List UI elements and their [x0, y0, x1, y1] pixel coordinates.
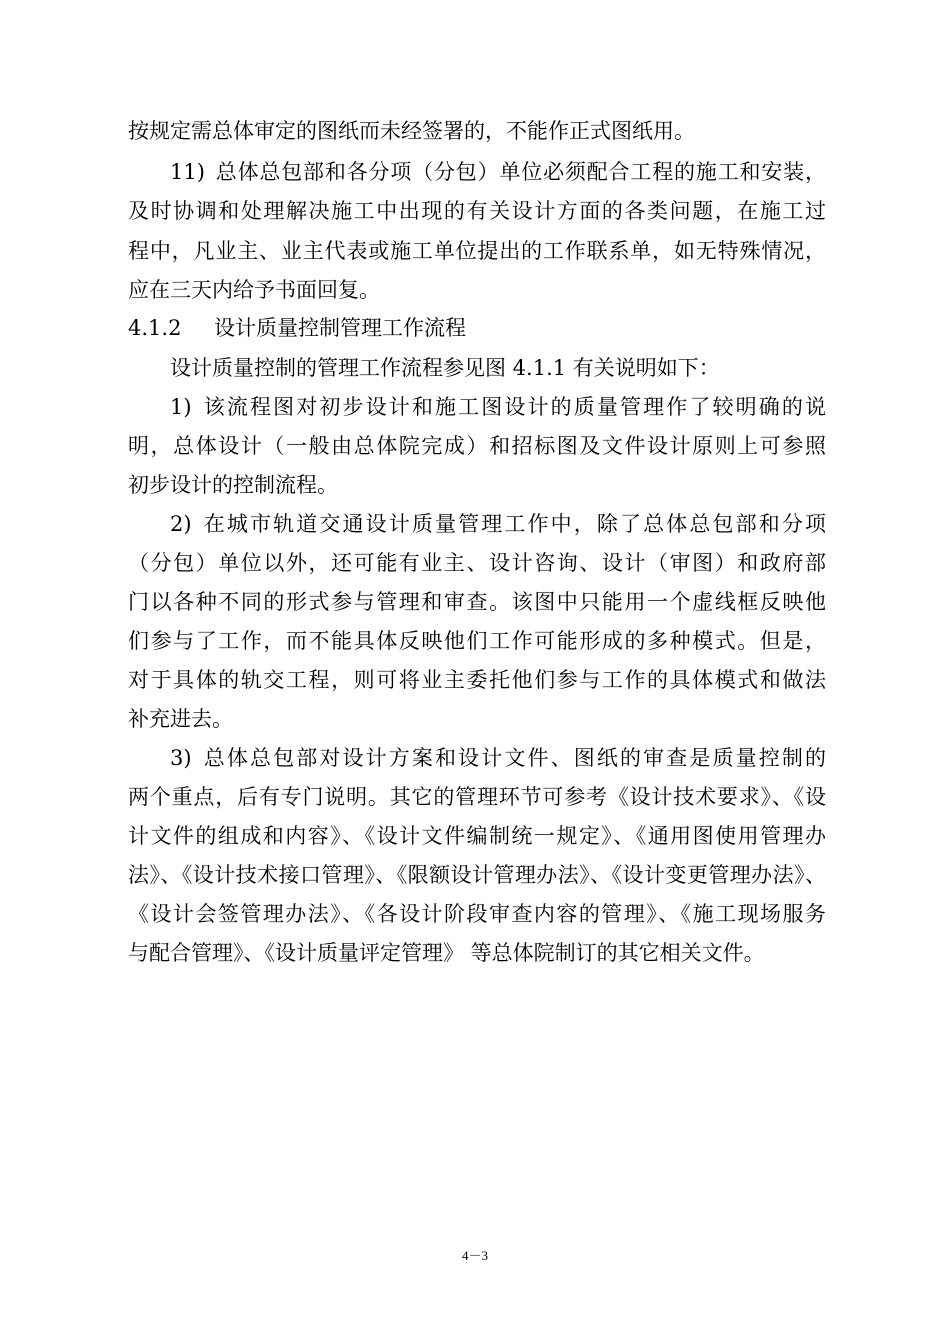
text-line: 与配合管理》、《设计质量评定管理》 等总体院制订的其它相关文件。 [128, 941, 765, 965]
item-number: 2) [170, 512, 192, 536]
text-line: 应在三天内给予书面回复。 [128, 278, 380, 302]
text-line: 总体总包部和各分项（分包）单位必须配合工程的施工和安装， [214, 160, 826, 184]
text-line: 该流程图对初步设计和施工图设计的质量管理作了较明确的说 [201, 395, 826, 419]
text-line: 在城市轨道交通设计质量管理工作中，除了总体总包部和分项 [201, 512, 826, 536]
item-number: 1) [170, 395, 192, 419]
item-number: 11) [170, 160, 205, 184]
list-item-3-first-line [170, 745, 826, 771]
list-item-1-first-line [170, 394, 826, 420]
text-line: 们参与了工作，而不能具体反映他们工作可能形成的多种模式。但是， [128, 629, 826, 653]
item-number: 3) [170, 746, 192, 770]
text-line: 及时协调和处理解决施工中出现的有关设计方面的各类问题，在施工过 [128, 199, 826, 223]
page-number: 4－3 [461, 1248, 488, 1263]
text-line: 对于具体的轨交工程，则可将业主委托他们参与工作的具体模式和做法 [128, 668, 826, 692]
text-line: 明，总体设计（一般由总体院完成）和招标图及文件设计原则上可参照 [128, 434, 826, 458]
text-line: 总体总包部对设计方案和设计文件、图纸的审查是质量控制的 [201, 746, 826, 770]
text-line: （分包）单位以外，还可能有业主、设计咨询、设计（审图）和政府部 [128, 551, 826, 575]
text-line: 两个重点，后有专门说明。其它的管理环节可参考《设计技术要求》、《设 [128, 785, 826, 809]
text-line: 设计质量控制的管理工作流程参见图 4.1.1 有关说明如下： [170, 356, 720, 380]
section-number: 4.1.2 [128, 316, 182, 340]
text-line: 门以各种不同的形式参与管理和审查。该图中只能用一个虚线框反映他 [128, 590, 826, 614]
text-line: 《设计会签管理办法》、《各设计阶段审查内容的管理》、《施工现场服务 [128, 902, 826, 926]
list-item-2-first-line [170, 511, 826, 537]
list-item-11-first-line [170, 159, 826, 185]
text-line: 程中，凡业主、业主代表或施工单位提出的工作联系单，如无特殊情况， [128, 239, 826, 263]
text-line: 初步设计的控制流程。 [128, 473, 338, 497]
section-heading [128, 315, 466, 341]
section-title: 设计质量控制管理工作流程 [214, 316, 466, 340]
text-line: 补充进去。 [128, 707, 233, 731]
text-line: 计文件的组成和内容》、《设计文件编制统一规定》、《通用图使用管理办 [128, 824, 826, 848]
text-line: 按规定需总体审定的图纸而未经签署的，不能作正式图纸用。 [128, 119, 695, 143]
text-line: 法》、《设计技术接口管理》、《限额设计管理办法》、《设计变更管理办法》、 [128, 863, 826, 887]
